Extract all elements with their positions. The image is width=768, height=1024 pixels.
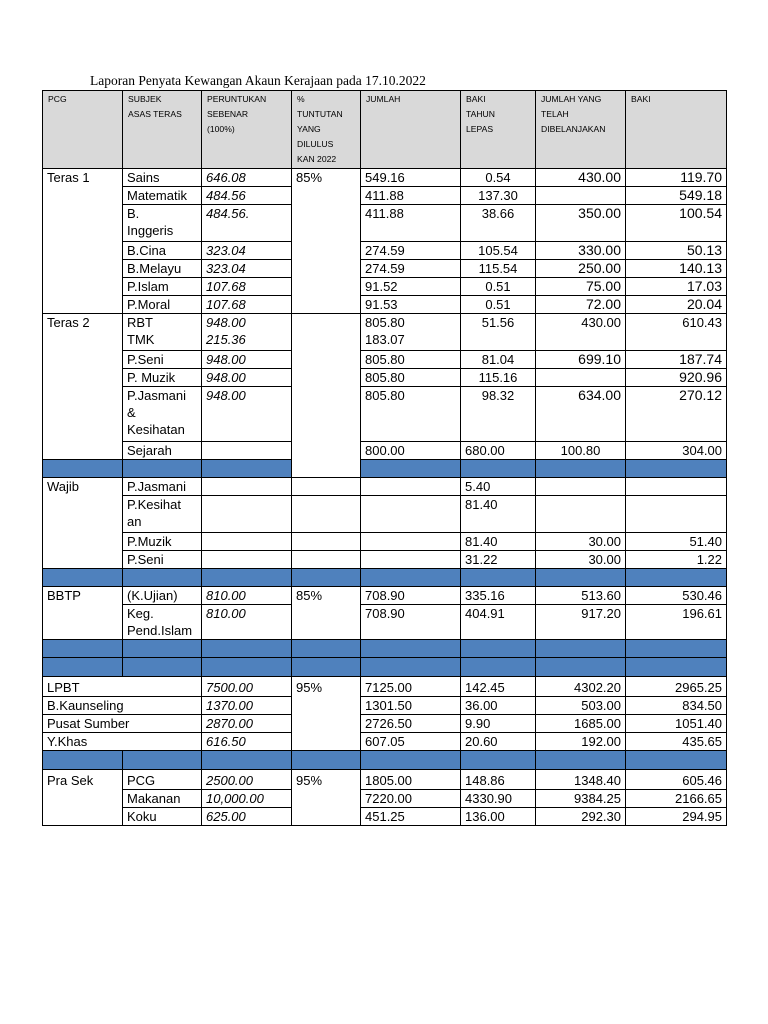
subject-cell: Keg. Pend.Islam xyxy=(123,605,202,640)
spent-cell xyxy=(536,478,626,496)
spent-cell: 30.00 xyxy=(536,551,626,569)
total-cell: 805.80 183.07 xyxy=(361,314,461,351)
allocation-cell: 107.68 xyxy=(202,296,292,314)
allocation-cell: 323.04 xyxy=(202,260,292,278)
balance-cell: 2965.25 xyxy=(626,677,727,697)
percent-cell: 95% xyxy=(292,677,361,751)
allocation-cell: 948.00 xyxy=(202,369,292,387)
subject-cell: P.Moral xyxy=(123,296,202,314)
table-row xyxy=(43,533,727,551)
subject-cell: Matematik xyxy=(123,187,202,205)
prev-balance-cell: 100.80 xyxy=(536,442,626,460)
subject-cell: (K.Ujian) xyxy=(123,587,202,605)
percent-cell xyxy=(292,533,361,551)
financial-statement-table xyxy=(42,90,727,826)
prev-balance-cell: 81.40 xyxy=(461,496,536,533)
table-row xyxy=(43,790,727,808)
balance-cell: 1051.40 xyxy=(626,715,727,733)
header-pcg: PCG xyxy=(43,91,123,169)
separator-band xyxy=(43,569,727,587)
subject-cell: B. Inggeris xyxy=(123,205,202,242)
separator-band xyxy=(43,640,727,658)
total-cell: 805.80 xyxy=(361,351,461,369)
allocation-cell: 800.00 xyxy=(361,442,461,460)
spent-cell: 292.30 xyxy=(536,808,626,826)
balance-cell: 530.46 xyxy=(626,587,727,605)
allocation-cell xyxy=(202,551,292,569)
spent-cell: 75.00 xyxy=(536,278,626,296)
subject-cell: RBT TMK xyxy=(123,314,202,351)
group-label: Wajib xyxy=(43,478,123,569)
table-row xyxy=(43,770,727,790)
header-row xyxy=(43,91,727,169)
allocation-cell: 948.00 xyxy=(202,387,292,442)
balance-cell: 50.13 xyxy=(626,242,727,260)
allocation-cell xyxy=(202,533,292,551)
total-cell xyxy=(361,496,461,533)
balance-cell: 435.65 xyxy=(626,733,727,751)
spent-cell: 634.00 xyxy=(536,387,626,442)
balance-cell: 294.95 xyxy=(626,808,727,826)
total-cell: 549.16 xyxy=(361,169,461,187)
table-row xyxy=(43,260,727,278)
total-cell: 680.00 xyxy=(461,442,536,460)
spent-cell: 330.00 xyxy=(536,242,626,260)
balance-cell: 2166.65 xyxy=(626,790,727,808)
prev-balance-cell: 335.16 xyxy=(461,587,536,605)
table-row xyxy=(43,605,727,640)
balance-cell xyxy=(626,478,727,496)
percent-cell xyxy=(292,314,361,478)
spent-cell: 699.10 xyxy=(536,351,626,369)
subject-cell: P.Seni xyxy=(123,351,202,369)
allocation-cell: 646.08 xyxy=(202,169,292,187)
prev-balance-cell: 0.54 xyxy=(461,169,536,187)
allocation-cell: 2500.00 xyxy=(202,770,292,790)
balance-cell: 920.96 xyxy=(626,369,727,387)
allocation-cell: 484.56. xyxy=(202,205,292,242)
spent-cell xyxy=(536,496,626,533)
header-jumlah: JUMLAH xyxy=(361,91,461,169)
table-row xyxy=(43,369,727,387)
table-row xyxy=(43,242,727,260)
subject-cell: P.Seni xyxy=(123,551,202,569)
balance-cell: 610.43 xyxy=(626,314,727,351)
prev-balance-cell: 404.91 xyxy=(461,605,536,640)
group-label: Teras 2 xyxy=(43,314,123,460)
spent-cell: 430.00 xyxy=(536,169,626,187)
item-label: Pusat Sumber xyxy=(43,715,202,733)
total-cell: 411.88 xyxy=(361,205,461,242)
prev-balance-cell: 142.45 xyxy=(461,677,536,697)
separator-band xyxy=(43,751,727,770)
prev-balance-cell: 9.90 xyxy=(461,715,536,733)
balance-cell: 100.54 xyxy=(626,205,727,242)
subject-cell: Koku xyxy=(123,808,202,826)
total-cell: 805.80 xyxy=(361,387,461,442)
total-cell xyxy=(361,533,461,551)
allocation-cell: 948.00 215.36 xyxy=(202,314,292,351)
prev-balance-cell: 81.40 xyxy=(461,533,536,551)
separator-band xyxy=(43,658,727,677)
prev-balance-cell: 105.54 xyxy=(461,242,536,260)
spent-cell: 1685.00 xyxy=(536,715,626,733)
table-row xyxy=(43,697,727,715)
subject-cell: P. Muzik xyxy=(123,369,202,387)
total-cell: 1301.50 xyxy=(361,697,461,715)
spent-cell: 304.00 xyxy=(626,442,727,460)
group-label: Teras 1 xyxy=(43,169,123,314)
balance-cell: 140.13 xyxy=(626,260,727,278)
prev-balance-cell: 137.30 xyxy=(461,187,536,205)
subject-cell: P.Islam xyxy=(123,278,202,296)
prev-balance-cell: 4330.90 xyxy=(461,790,536,808)
prev-balance-cell: 20.60 xyxy=(461,733,536,751)
prev-balance-cell: 136.00 xyxy=(461,808,536,826)
balance-cell: 119.70 xyxy=(626,169,727,187)
balance-cell: 20.04 xyxy=(626,296,727,314)
spent-cell: 917.20 xyxy=(536,605,626,640)
header-baki: BAKI xyxy=(626,91,727,169)
table-row xyxy=(43,314,727,351)
table-row xyxy=(43,187,727,205)
subject-cell xyxy=(202,442,292,460)
table-row xyxy=(43,496,727,533)
allocation-cell: 625.00 xyxy=(202,808,292,826)
spent-cell: 4302.20 xyxy=(536,677,626,697)
allocation-cell xyxy=(202,496,292,533)
item-label: B.Kaunseling xyxy=(43,697,202,715)
allocation-cell: 7500.00 xyxy=(202,677,292,697)
table-row xyxy=(43,205,727,242)
table-row xyxy=(43,478,727,496)
balance-cell: 605.46 xyxy=(626,770,727,790)
allocation-cell: 948.00 xyxy=(202,351,292,369)
percent-cell xyxy=(292,551,361,569)
table-row xyxy=(43,442,727,460)
spent-cell: 503.00 xyxy=(536,697,626,715)
table-row xyxy=(43,387,727,442)
subject-cell: Makanan xyxy=(123,790,202,808)
prev-balance-cell: 148.86 xyxy=(461,770,536,790)
subject-cell: B.Cina xyxy=(123,242,202,260)
spent-cell: 30.00 xyxy=(536,533,626,551)
prev-balance-cell: 81.04 xyxy=(461,351,536,369)
header-dibelanjakan: JUMLAH YANG TELAH DIBELANJAKAN xyxy=(536,91,626,169)
balance-cell: 51.40 xyxy=(626,533,727,551)
item-label: LPBT xyxy=(43,677,202,697)
percent-cell: 95% xyxy=(292,770,361,826)
subject-cell: Sains xyxy=(123,169,202,187)
header-peruntukan: PERUNTUKAN SEBENAR (100%) xyxy=(202,91,292,169)
balance-cell: 270.12 xyxy=(626,387,727,442)
allocation-cell: 484.56 xyxy=(202,187,292,205)
balance-cell: 1.22 xyxy=(626,551,727,569)
total-cell xyxy=(361,551,461,569)
balance-cell: 196.61 xyxy=(626,605,727,640)
spent-cell: 9384.25 xyxy=(536,790,626,808)
header-tuntutan: % TUNTUTAN YANG DILULUS KAN 2022 xyxy=(292,91,361,169)
allocation-cell: 10,000.00 xyxy=(202,790,292,808)
allocation-cell: 107.68 xyxy=(202,278,292,296)
table-row xyxy=(43,587,727,605)
prev-balance-cell: 5.40 xyxy=(461,478,536,496)
balance-cell: 834.50 xyxy=(626,697,727,715)
item-label: Y.Khas xyxy=(43,733,202,751)
table-row xyxy=(43,351,727,369)
prev-balance-cell: 0.51 xyxy=(461,278,536,296)
total-cell: 2726.50 xyxy=(361,715,461,733)
spent-cell: 350.00 xyxy=(536,205,626,242)
total-cell: 708.90 xyxy=(361,587,461,605)
table-row xyxy=(43,715,727,733)
percent-cell xyxy=(292,478,361,496)
total-cell: 7220.00 xyxy=(361,790,461,808)
spent-cell: 72.00 xyxy=(536,296,626,314)
table-row xyxy=(43,808,727,826)
total-cell: 274.59 xyxy=(361,260,461,278)
allocation-cell xyxy=(202,478,292,496)
balance-cell: 187.74 xyxy=(626,351,727,369)
spent-cell: 1348.40 xyxy=(536,770,626,790)
subject-cell: P.Jasmani & Kesihatan xyxy=(123,387,202,442)
allocation-cell: 1370.00 xyxy=(202,697,292,715)
total-cell: 451.25 xyxy=(361,808,461,826)
percent-cell: 85% xyxy=(292,587,361,640)
subject-cell: P.Kesihat an xyxy=(123,496,202,533)
table-row xyxy=(43,677,727,697)
table-row xyxy=(43,551,727,569)
spent-cell: 192.00 xyxy=(536,733,626,751)
spent-cell: 513.60 xyxy=(536,587,626,605)
total-cell: 91.52 xyxy=(361,278,461,296)
prev-balance-cell: 98.32 xyxy=(461,387,536,442)
balance-cell xyxy=(626,496,727,533)
table-row xyxy=(43,296,727,314)
total-cell: 805.80 xyxy=(361,369,461,387)
subject-cell: P.Muzik xyxy=(123,533,202,551)
prev-balance-cell: 36.00 xyxy=(461,697,536,715)
total-cell xyxy=(361,478,461,496)
prev-balance-cell: 38.66 xyxy=(461,205,536,242)
balance-cell: 17.03 xyxy=(626,278,727,296)
prev-balance-cell: 51.56 xyxy=(461,314,536,351)
header-baki-tahun-lepas: BAKI TAHUN LEPAS xyxy=(461,91,536,169)
percent-cell: 85% xyxy=(292,169,361,314)
total-cell: 708.90 xyxy=(361,605,461,640)
separator-band xyxy=(43,460,727,478)
prev-balance-cell: 31.22 xyxy=(461,551,536,569)
subject-cell: P.Jasmani xyxy=(123,478,202,496)
total-cell: 411.88 xyxy=(361,187,461,205)
header-subjek: SUBJEK ASAS TERAS xyxy=(123,91,202,169)
total-cell: 1805.00 xyxy=(361,770,461,790)
prev-balance-cell: 115.54 xyxy=(461,260,536,278)
table-row xyxy=(43,278,727,296)
subject-cell: B.Melayu xyxy=(123,260,202,278)
spent-cell: 250.00 xyxy=(536,260,626,278)
spent-cell: 430.00 xyxy=(536,314,626,351)
allocation-cell: 616.50 xyxy=(202,733,292,751)
spent-cell xyxy=(536,369,626,387)
allocation-cell: 810.00 xyxy=(202,605,292,640)
prev-balance-cell: 0.51 xyxy=(461,296,536,314)
total-cell: 607.05 xyxy=(361,733,461,751)
subject-cell: PCG xyxy=(123,770,202,790)
prev-balance-cell: 115.16 xyxy=(461,369,536,387)
balance-cell: 549.18 xyxy=(626,187,727,205)
group-label: Sejarah xyxy=(123,442,202,460)
table-row xyxy=(43,169,727,187)
group-label: BBTP xyxy=(43,587,123,640)
total-cell: 7125.00 xyxy=(361,677,461,697)
spent-cell xyxy=(536,187,626,205)
group-label: Pra Sek xyxy=(43,770,123,826)
report-title: Laporan Penyata Kewangan Akaun Kerajaan pada 17.10.2022 xyxy=(90,73,426,88)
table-row xyxy=(43,733,727,751)
total-cell: 91.53 xyxy=(361,296,461,314)
total-cell: 274.59 xyxy=(361,242,461,260)
allocation-cell: 2870.00 xyxy=(202,715,292,733)
percent-cell xyxy=(292,496,361,533)
allocation-cell: 810.00 xyxy=(202,587,292,605)
allocation-cell: 323.04 xyxy=(202,242,292,260)
